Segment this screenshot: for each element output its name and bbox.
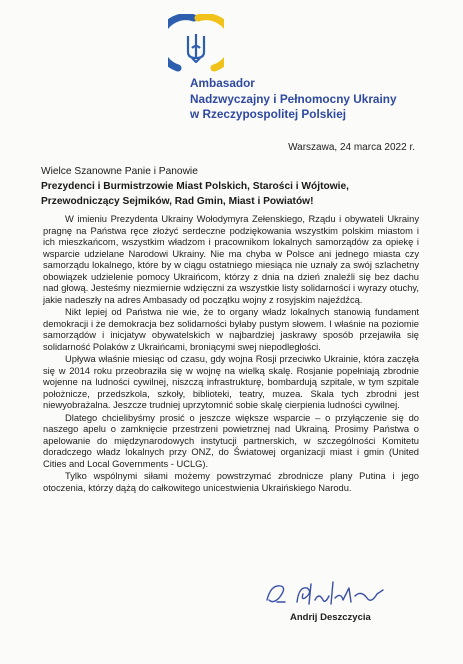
header-line-3: w Rzeczypospolitej Polskiej (190, 107, 347, 121)
header-line-2: Nadzwyczajny i Pełnomocny Ukrainy (190, 91, 397, 106)
salutation-line-2: Prezydenci i Burmistrzowie Miast Polskich, Starości i Wójtowie, (41, 181, 349, 192)
salutation-line-1: Wielce Szanowne Panie i Panowie (41, 166, 198, 177)
letter-body (43, 214, 419, 495)
paragraph-1: W imieniu Prezydenta Ukrainy Wołodymyra Zełenskiego, Rządu i obywateli Ukrainy pragnę na Państwa ręce złożyć serdeczne podziękowania wszystkim polskim miastom i ich mieszkańcom, wszystkim władzom i pracownikom lokalnych samorządów za opiekę i wsparcie udzielane Narodowi Ukrainy. Nie ma chyba w Polsce ani jednego miasta czy samorządu lokalnego, które by w ciągu ostatniego miesiąca nie uznały za swój szlachetny obowiązek udzielenie pomocy Ukraińcom, którzy z dnia na dzień znaleźli się bez dachu nad głową. Jesteśmy niezmiernie wdzięczni za wszystkie listy solidarności i wyrazy otuchy, jakie nadeszły na adres Ambasady od początku wojny z rosyjskim najeźdźcą. (43, 214, 419, 305)
handwritten-signature-icon (263, 578, 387, 608)
paragraph-4: Dlatego chcielibyśmy prosić o jeszcze większe wsparcie – o przyłączenie się do naszego apelu o zamknięcie przestrzeni powietrznej nad Ukrainą. Prosimy Państwa o apelowanie do międzynarodowych instytucji partnerskich, w szczególności Komitetu doradczego władz lokalnych przy ONZ, do Światowej organizacji miast i gmin (United Cities and Local Governments - UCLG). (43, 412, 419, 469)
salutation-line-3: Przewodniczący Sejmików, Rad Gmin, Miast i Powiatów! (41, 196, 314, 207)
sender-header (190, 76, 397, 123)
ukraine-trident-emblem-icon (168, 14, 224, 72)
salutation (41, 164, 431, 209)
signatory-name: Andrij Deszczycia (290, 612, 371, 623)
paragraph-3: Upływa właśnie miesiąc od czasu, gdy wojna Rosji przeciwko Ukrainie, która zaczęła się w 2014 roku przeobraziła się w wojnę na wielką skalę. Rosjanie popełniają zbrodnie wojenne na ludności cywilnej, niszczą infrastrukturę, bombardują szpitale, w tym szpitale położnicze, przedszkola, szkoły, biblioteki, teatry, muzea. Skala tych zbrodni jest niewyobrażalna. Jeszcze trudniej uprzytomnić sobie skalę cierpienia ludności cywilnej. (43, 354, 419, 410)
header-line-1: Ambasador (190, 76, 255, 90)
place-date: Warszawa, 24 marca 2022 r. (288, 142, 415, 153)
paragraph-2: Nikt lepiej od Państwa nie wie, że to organy władz lokalnych stanowią fundament demokracji i że demokracja bez solidarności byłaby pustym słowem. I właśnie na poziomie samorządów i inicjatyw obywatelskich w najbardziej jaskrawy sposób przejawiła się solidarność Polaków z Ukraińcami, broniącymi swej niepodległości. (43, 307, 419, 352)
paragraph-5: Tylko wspólnymi siłami możemy powstrzymać zbrodnicze plany Putina i jego otoczenia, którzy dążą do całkowitego unicestwienia Ukraińskiego Narodu. (43, 471, 419, 493)
